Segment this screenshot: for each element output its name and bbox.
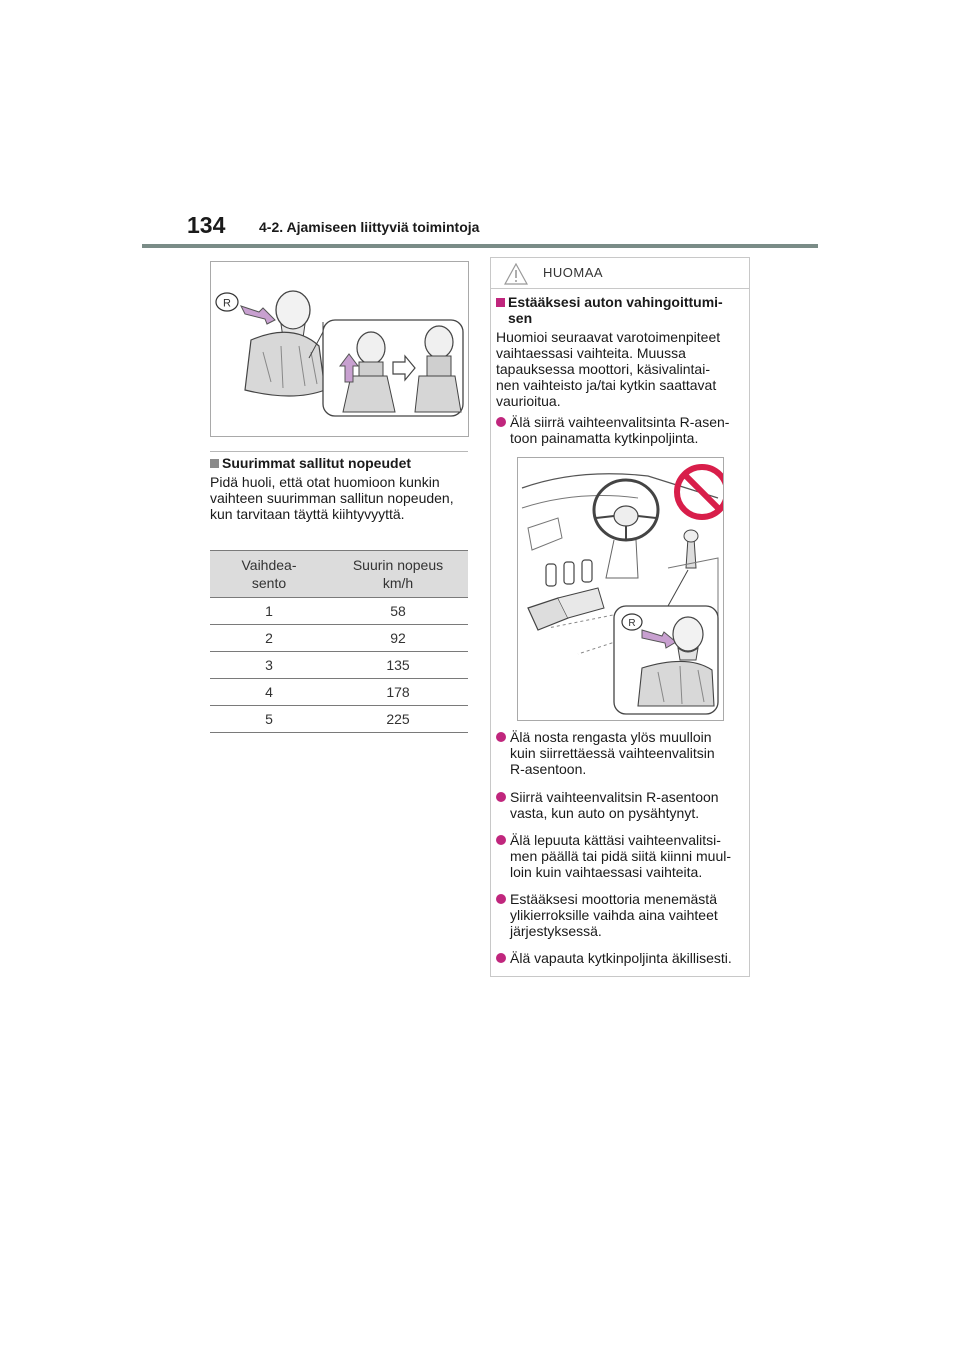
table-row bbox=[210, 652, 468, 679]
caution-bullet bbox=[496, 729, 748, 777]
bullet-dot-icon bbox=[496, 792, 506, 802]
intro-line: vaurioitua. bbox=[496, 393, 561, 409]
gear-cell: 2 bbox=[210, 625, 328, 652]
reverse-badge-letter: R bbox=[223, 297, 231, 310]
bullet-line: loin kuin vaihtaessasi vaihteita. bbox=[510, 864, 703, 880]
bullet-line: ylikierroksille vaihda aina vaihteet bbox=[510, 907, 718, 923]
bullet-line: kuin siirrettäessä vaihteenvalitsin bbox=[510, 745, 715, 761]
bullet-line: Älä lepuuta kättäsi vaihteenvalitsi- bbox=[510, 832, 721, 848]
bullet-line: vasta, kun auto on pysähtynyt. bbox=[510, 805, 700, 821]
reverse-badge-icon bbox=[216, 293, 238, 311]
speed-cell: 135 bbox=[328, 652, 468, 679]
gear-shift-illustration bbox=[210, 261, 469, 437]
section-divider bbox=[210, 451, 468, 452]
intro-line: nen vaihteisto ja/tai kytkin saattavat bbox=[496, 377, 717, 393]
table-header-speed: Suurin nopeus km/h bbox=[328, 551, 468, 598]
bullet-line: järjestyksessä. bbox=[510, 923, 602, 939]
square-bullet-icon bbox=[210, 459, 219, 468]
prohibited-icon bbox=[677, 467, 723, 517]
speed-heading-text: Suurimmat sallitut nopeudet bbox=[222, 455, 412, 471]
intro-line: Huomioi seuraavat varotoimenpiteet bbox=[496, 329, 721, 345]
bullet-line: Älä nosta rengasta ylös muulloin bbox=[510, 729, 712, 745]
table-header-row bbox=[210, 551, 468, 598]
speed-cell: 225 bbox=[328, 706, 468, 733]
caution-heading-line: Estääksesi auton vahingoittumi- bbox=[508, 294, 723, 310]
caution-bullet bbox=[496, 414, 748, 446]
speed-section-body bbox=[210, 474, 470, 522]
caution-heading-line: sen bbox=[508, 310, 533, 326]
caution-bullet bbox=[496, 891, 748, 939]
reverse-badge-letter: R bbox=[628, 618, 636, 629]
gear-cell: 4 bbox=[210, 679, 328, 706]
bullet-dot-icon bbox=[496, 417, 506, 427]
warning-triangle-icon bbox=[504, 263, 528, 290]
gear-cell: 1 bbox=[210, 598, 328, 625]
caution-intro bbox=[496, 329, 746, 409]
gear-cell: 3 bbox=[210, 652, 328, 679]
max-speed-table bbox=[210, 550, 468, 733]
pedals bbox=[546, 560, 592, 586]
bullet-line: toon painamatta kytkinpoljinta. bbox=[510, 430, 699, 446]
bullet-line: R-asentoon. bbox=[510, 761, 587, 777]
speed-section-heading bbox=[210, 455, 411, 471]
speed-cell: 58 bbox=[328, 598, 468, 625]
header-rule bbox=[142, 244, 818, 248]
section-title: 4-2. Ajamiseen liittyviä toimintoja bbox=[259, 219, 480, 235]
bullet-line: Älä vapauta kytkinpoljinta äkillisesti. bbox=[510, 950, 732, 966]
bullet-line: Älä siirrä vaihteenvalitsinta R-asen- bbox=[510, 414, 730, 430]
bullet-line: Siirrä vaihteenvalitsin R-asentoon bbox=[510, 789, 719, 805]
table-row bbox=[210, 625, 468, 652]
bullet-line: men päällä tai pidä siitä kiinni muul- bbox=[510, 848, 731, 864]
page-number: 134 bbox=[187, 212, 226, 238]
body-line: Pidä huoli, että otat huomioon kunkin bbox=[210, 474, 440, 490]
bullet-line: Estääksesi moottoria menemästä bbox=[510, 891, 717, 907]
caution-title: HUOMAA bbox=[543, 265, 604, 280]
pull-arrow-icon bbox=[241, 306, 275, 324]
bullet-dot-icon bbox=[496, 953, 506, 963]
table-row bbox=[210, 679, 468, 706]
body-line: vaihteen suurimman sallitun nopeuden, bbox=[210, 490, 454, 506]
table-row bbox=[210, 706, 468, 733]
caution-bullet bbox=[496, 950, 748, 966]
bullet-dot-icon bbox=[496, 835, 506, 845]
bullet-dot-icon bbox=[496, 894, 506, 904]
caution-bullet bbox=[496, 789, 748, 821]
intro-line: vaihtaessasi vaihteita. Muussa bbox=[496, 345, 686, 361]
gear-cell: 5 bbox=[210, 706, 328, 733]
table-row bbox=[210, 598, 468, 625]
gear-shift-drawing bbox=[211, 262, 468, 436]
cockpit-illustration bbox=[517, 457, 724, 721]
caution-header bbox=[491, 258, 749, 289]
square-bullet-icon bbox=[496, 298, 505, 307]
speed-cell: 178 bbox=[328, 679, 468, 706]
bullet-dot-icon bbox=[496, 732, 506, 742]
speed-cell: 92 bbox=[328, 625, 468, 652]
intro-line: tapauksessa moottori, käsivalintai- bbox=[496, 361, 710, 377]
gear-knob-main bbox=[245, 291, 325, 396]
caution-bullet bbox=[496, 832, 748, 880]
caution-heading bbox=[496, 294, 746, 326]
table-header-gear: Vaihdea- sento bbox=[210, 551, 328, 598]
cockpit-drawing bbox=[518, 458, 723, 720]
steering-wheel bbox=[594, 480, 658, 540]
body-line: kun tarvitaan täyttä kiihtyvyyttä. bbox=[210, 506, 405, 522]
